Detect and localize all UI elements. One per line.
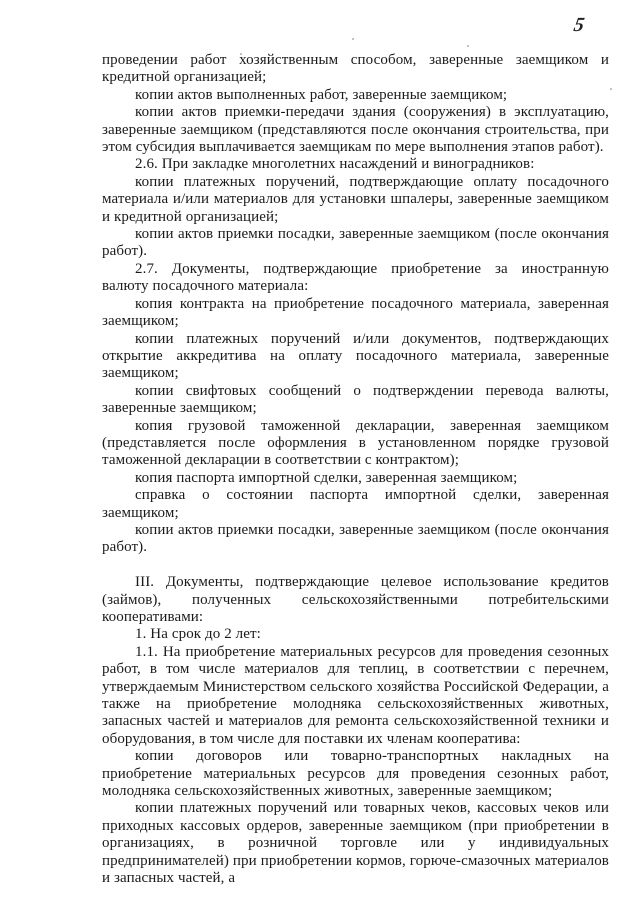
paragraph: копии свифтовых сообщений о подтверждении перевода валюты, заверенные заемщиком; [102, 382, 609, 417]
paragraph: копии договоров или товарно-транспортных накладных на приобретение материальных ресурсов для проведения сезонных работ, молодняка сельскохозяйственных животных, заверенные заемщиком; [102, 748, 609, 800]
paragraph: копия контракта на приобретение посадочного материала, заверенная заемщиком; [102, 295, 609, 330]
paragraph: копии актов приемки-передачи здания (сооружения) в эксплуатацию, заверенные заемщиком (представляются после окончания строительства, при этом субсидия выплачивается заемщикам по мере выполнения этапов работ). [102, 104, 609, 156]
paragraph-section-2-6: 2.6. При закладке многолетних насаждений и виноградников: [135, 156, 535, 173]
paragraph-item-1: 1. На срок до 2 лет: [135, 626, 261, 643]
scan-speck [352, 38, 354, 40]
paragraph-section-2-7: 2.7. Документы, подтверждающие приобретение за иностранную валюту посадочного материала: [102, 260, 609, 295]
paragraph: справка о состоянии паспорта импортной сделки, заверенная заемщиком; [102, 487, 609, 521]
paragraph: проведении работ хозяйственным способом, заверенные заемщиком и кредитной организацией; [102, 52, 609, 86]
paragraph: копии платежных поручений и/или документов, подтверждающих открытие аккредитива на оплату посадочного материала, заверенные заемщиком; [102, 330, 609, 382]
page-number: 5 [572, 14, 587, 36]
paragraph: копии платежных поручений или товарных чеков, кассовых чеков или приходных кассовых ордеров, заверенные заемщиком (при приобретении в организациях, в розничной торговле или у индивидуальных предпринимателей) при приобретении кормов, горюче-смазочных материалов и запасных частей, а [102, 800, 609, 887]
paragraph-section-iii: III. Документы, подтверждающие целевое использование кредитов (займов), полученных сельскохозяйственными потребительскими кооперативами: [102, 574, 609, 625]
document-text-block [102, 52, 609, 887]
paragraph: копии актов выполненных работ, заверенные заемщиком; [135, 86, 508, 103]
paragraph: копии актов приемки посадки, заверенные заемщиком (после окончания работ). [102, 226, 609, 260]
paragraph: копия паспорта импортной сделки, заверенная заемщиком; [135, 469, 518, 486]
scan-speck [467, 45, 469, 47]
paragraph: копии актов приемки посадки, заверенные заемщиком (после окончания работ). [102, 521, 609, 556]
paragraph-item-1-1: 1.1. На приобретение материальных ресурсов для проведения сезонных работ, в том числе материалов для теплиц, в соответствии с перечнем, утверждаемым Министерством сельского хозяйства Российской Федерации, а также на приобретение молодняка сельскохозяйственных животных, запасных частей и материалов для ремонта сельскохозяйственной техники и оборудования, в том числе для поставки их членам кооператива: [102, 643, 609, 747]
paragraph: копия грузовой таможенной декларации, заверенная заемщиком (представляется после оформления в установленном порядке грузовой таможенной декларации в соответствии с контрактом); [102, 417, 609, 469]
scan-speck [610, 88, 612, 90]
paragraph: копии платежных поручений, подтверждающие оплату посадочного материала и/или материалов для установки шпалеры, заверенные заемщиком и кредитной организацией; [102, 173, 609, 225]
